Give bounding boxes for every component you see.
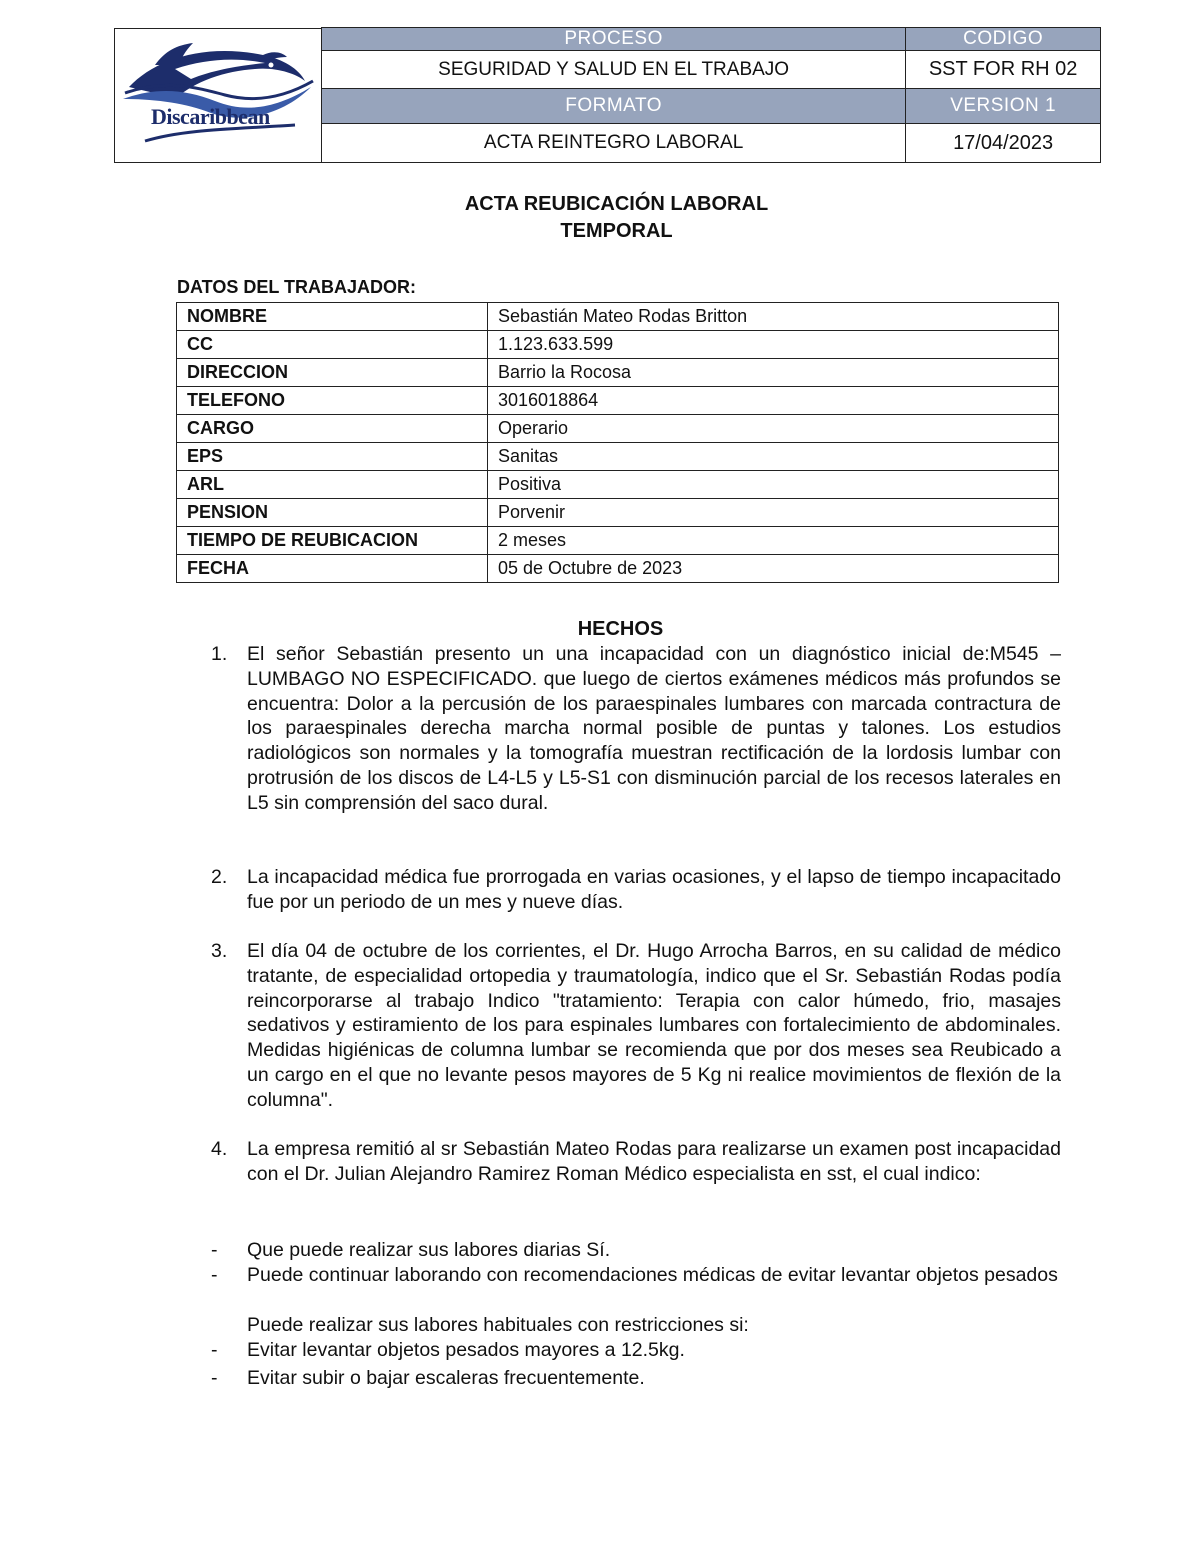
row-key: TELEFONO [177, 387, 488, 415]
item-number: 2. [211, 866, 228, 888]
row-value: Barrio la Rocosa [488, 359, 1059, 387]
row-key: NOMBRE [177, 303, 488, 331]
bullet-text: Puede realizar sus labores habituales con restricciones si: [247, 1314, 749, 1336]
fish-logo-icon [115, 29, 321, 161]
document-title: ACTA REUBICACIÓN LABORAL [464, 193, 769, 215]
hechos-heading: HECHOS [577, 618, 664, 640]
row-value: Positiva [488, 471, 1059, 499]
formato-value: ACTA REINTEGRO LABORAL [321, 123, 906, 163]
table-row [177, 499, 1059, 527]
row-key: CC [177, 331, 488, 359]
version-label: VERSION 1 [905, 88, 1101, 124]
table-row [177, 555, 1059, 583]
table-row [177, 387, 1059, 415]
bullet-mark: - [211, 1264, 218, 1286]
table-row [177, 359, 1059, 387]
proceso-label: PROCESO [321, 27, 906, 51]
company-logo [114, 28, 322, 163]
table-row [177, 331, 1059, 359]
worker-data-table [176, 302, 1059, 583]
row-value: 3016018864 [488, 387, 1059, 415]
header-grid [322, 28, 1101, 163]
row-key: EPS [177, 443, 488, 471]
row-value: Sebastián Mateo Rodas Britton [488, 303, 1059, 331]
proceso-value: SEGURIDAD Y SALUD EN EL TRABAJO [321, 50, 906, 89]
row-value: 2 meses [488, 527, 1059, 555]
item-text: La incapacidad médica fue prorrogada en varias ocasiones, y el lapso de tiempo incapacitado fue por un periodo de un mes y nueve días. [247, 866, 1061, 913]
row-key: ARL [177, 471, 488, 499]
item-text: El día 04 de octubre de los corrientes, el Dr. Hugo Arrocha Barros, en su calidad de médico tratante, de especialidad ortopedia y traumatología, indico que el Sr. Sebastián Rodas podía reincorporarse al trabajo Indico "tratamiento: Terapia con calor húmedo, frio, masajes sedativos y estiramiento de los para espinales lumbares con fortalecimiento de abdominales. Medidas higiénicas de columna lumbar se recomienda que por dos meses sea Reubicado a un cargo en el que no levante pesos mayores de 5 Kg ni realice movimientos de flexión de la columna". [247, 940, 1061, 1111]
bullet-text: Que puede realizar sus labores diarias Sí. [247, 1239, 611, 1261]
codigo-label: CODIGO [905, 27, 1101, 51]
row-value: Sanitas [488, 443, 1059, 471]
row-value: 1.123.633.599 [488, 331, 1059, 359]
document-header [114, 28, 1101, 163]
bullet-mark: - [211, 1367, 218, 1389]
bullet-mark: - [211, 1239, 218, 1261]
section-label: DATOS DEL TRABAJADOR: [177, 277, 417, 297]
row-value: Porvenir [488, 499, 1059, 527]
item-text: El señor Sebastián presento un una incapacidad con un diagnóstico inicial de:M545 –LUMBAGO NO ESPECIFICADO. que luego de ciertos exámenes médicos más profundos se encuentra: Dolor a la percusión de los paraespinales lumbares con marcada contractura de los paraespinales derecha marcha normal posible de puntas y talones. Los estudios radiológicos son normales y la tomografía muestran rectificación de la lordosis lumbar con protrusión de los discos de L4-L5 y L5-S1 con disminución parcial de los recesos laterales en L5 sin comprensión del saco dural. [247, 643, 1061, 814]
row-value: 05 de Octubre de 2023 [488, 555, 1059, 583]
row-value: Operario [488, 415, 1059, 443]
row-key: CARGO [177, 415, 488, 443]
row-key: PENSION [177, 499, 488, 527]
bullet-text: Evitar levantar objetos pesados mayores a 12.5kg. [247, 1339, 685, 1361]
logo-text: Discaribbean [151, 104, 270, 129]
fecha-value: 17/04/2023 [905, 123, 1101, 163]
item-text: La empresa remitió al sr Sebastián Mateo Rodas para realizarse un examen post incapacidad con el Dr. Julian Alejandro Ramirez Roman Médico especialista en sst, el cual indico: [247, 1138, 1061, 1185]
bullet-text: Evitar subir o bajar escaleras frecuentemente. [247, 1367, 645, 1389]
table-row [177, 471, 1059, 499]
table-row [177, 443, 1059, 471]
document-subtitle: TEMPORAL [560, 220, 673, 242]
item-number: 4. [211, 1138, 228, 1160]
bullet-text: Puede continuar laborando con recomendaciones médicas de evitar levantar objetos pesados [247, 1264, 1058, 1286]
codigo-value: SST FOR RH 02 [905, 50, 1101, 89]
bullet-mark: - [211, 1339, 218, 1361]
table-row [177, 415, 1059, 443]
table-row [177, 527, 1059, 555]
row-key: TIEMPO DE REUBICACION [177, 527, 488, 555]
row-key: FECHA [177, 555, 488, 583]
formato-label: FORMATO [321, 88, 906, 124]
item-number: 3. [211, 940, 228, 962]
row-key: DIRECCION [177, 359, 488, 387]
item-number: 1. [211, 643, 228, 665]
table-row [177, 303, 1059, 331]
